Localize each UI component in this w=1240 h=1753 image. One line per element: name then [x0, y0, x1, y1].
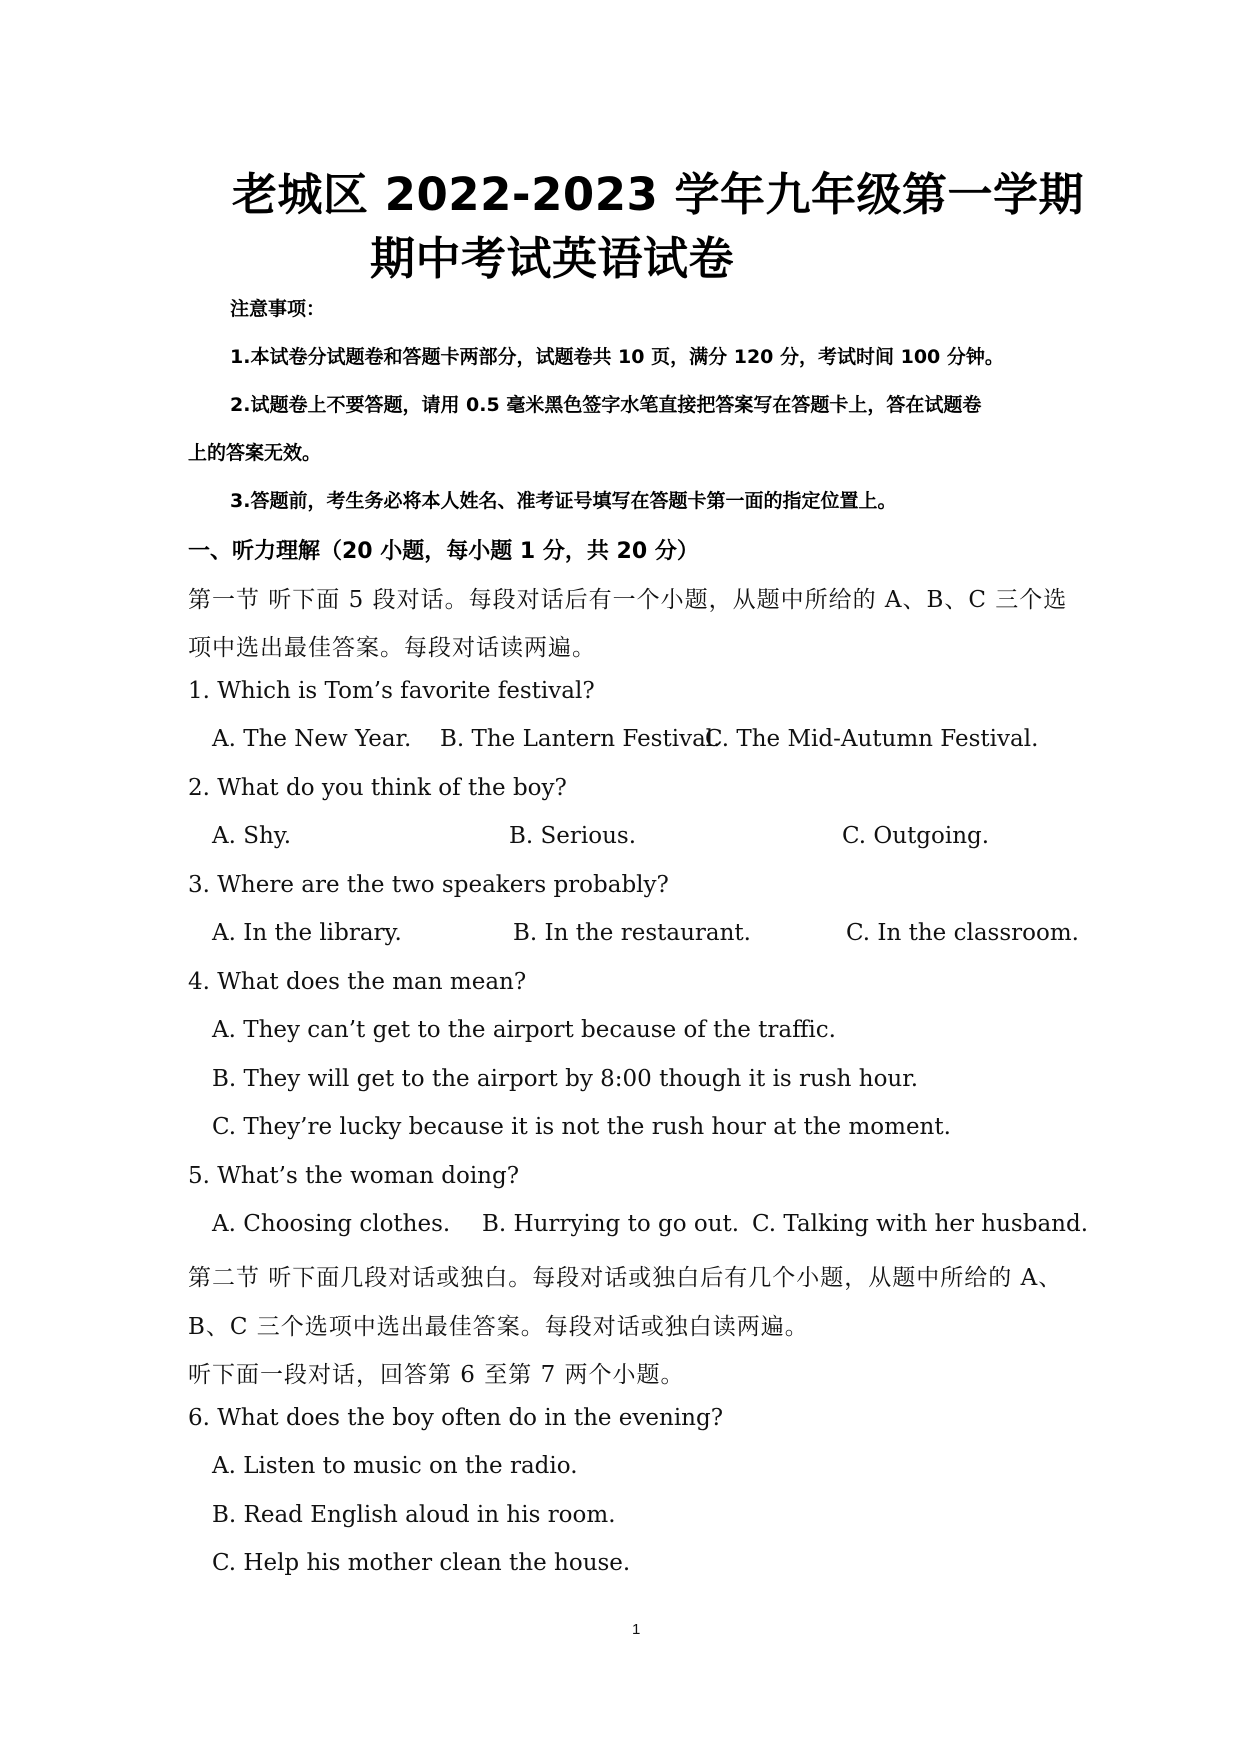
page-number: 1 [632, 1621, 641, 1638]
dialogue-intro: 听下面一段对话，回答第 6 至第 7 两个小题。 [188, 1362, 685, 1388]
question-4-option-c: C. They’re lucky because it is not the rush hour at the moment. [212, 1114, 951, 1140]
question-6-stem: 6. What does the boy often do in the evening? [188, 1405, 724, 1431]
question-3-stem: 3. Where are the two speakers probably? [188, 872, 669, 898]
notice-item-3: 3.答题前，考生务必将本人姓名、准考证号填写在答题卡第一面的指定位置上。 [230, 490, 897, 512]
section1-intro-line1: 第一节 听下面 5 段对话。每段对话后有一个小题，从题中所给的 A、B、C 三个选 [188, 587, 1068, 613]
question-3-option-b: B. In the restaurant. [513, 920, 751, 946]
exam-title-line2: 期中考试英语试卷 [370, 232, 735, 285]
question-5-stem: 5. What’s the woman doing? [188, 1163, 520, 1189]
notice-heading: 注意事项： [230, 298, 326, 320]
question-1-option-c: C. The Mid-Autumn Festival. [705, 726, 1039, 752]
question-6-option-b: B. Read English aloud in his room. [212, 1502, 616, 1528]
section2-intro-line1: 第二节 听下面几段对话或独白。每段对话或独白后有几个小题，从题中所给的 A、 [188, 1265, 1063, 1291]
exam-title-line1: 老城区 2022-2023 学年九年级第一学期 [232, 168, 1084, 221]
notice-item-2-cont: 上的答案无效。 [188, 442, 322, 464]
question-6-option-c: C. Help his mother clean the house. [212, 1550, 631, 1576]
notice-item-1: 1.本试卷分试题卷和答题卡两部分，试题卷共 10 页，满分 120 分，考试时间 100 分钟。 [230, 346, 1004, 368]
section1-intro-line2: 项中选出最佳答案。每段对话读两遍。 [188, 635, 596, 661]
question-3-option-a: A. In the library. [212, 920, 402, 946]
question-2-option-a: A. Shy. [212, 823, 292, 849]
part1-heading: 一、听力理解（20 小题，每小题 1 分，共 20 分） [188, 539, 699, 564]
question-3-option-c: C. In the classroom. [846, 920, 1079, 946]
section2-intro-line2: B、C 三个选项中选出最佳答案。每段对话或独白读两遍。 [188, 1314, 809, 1340]
notice-item-2: 2.试题卷上不要答题，请用 0.5 毫米黑色签字水笔直接把答案写在答题卡上，答在试题卷 [230, 394, 982, 416]
question-5-option-b: B. Hurrying to go out. [482, 1211, 740, 1237]
question-5-option-c: C. Talking with her husband. [752, 1211, 1089, 1237]
question-5-option-a: A. Choosing clothes. [212, 1211, 451, 1237]
question-4-option-a: A. They can’t get to the airport because of the traffic. [212, 1017, 836, 1043]
question-1-stem: 1. Which is Tom’s favorite festival? [188, 678, 595, 704]
question-1-option-a: A. The New Year. [212, 726, 412, 752]
question-4-option-b: B. They will get to the airport by 8:00 though it is rush hour. [212, 1066, 919, 1092]
question-4-stem: 4. What does the man mean? [188, 969, 527, 995]
question-1-option-b: B. The Lantern Festival. [440, 726, 721, 752]
question-2-stem: 2. What do you think of the boy? [188, 775, 567, 801]
question-2-option-b: B. Serious. [509, 823, 637, 849]
question-6-option-a: A. Listen to music on the radio. [212, 1453, 578, 1479]
question-2-option-c: C. Outgoing. [842, 823, 990, 849]
